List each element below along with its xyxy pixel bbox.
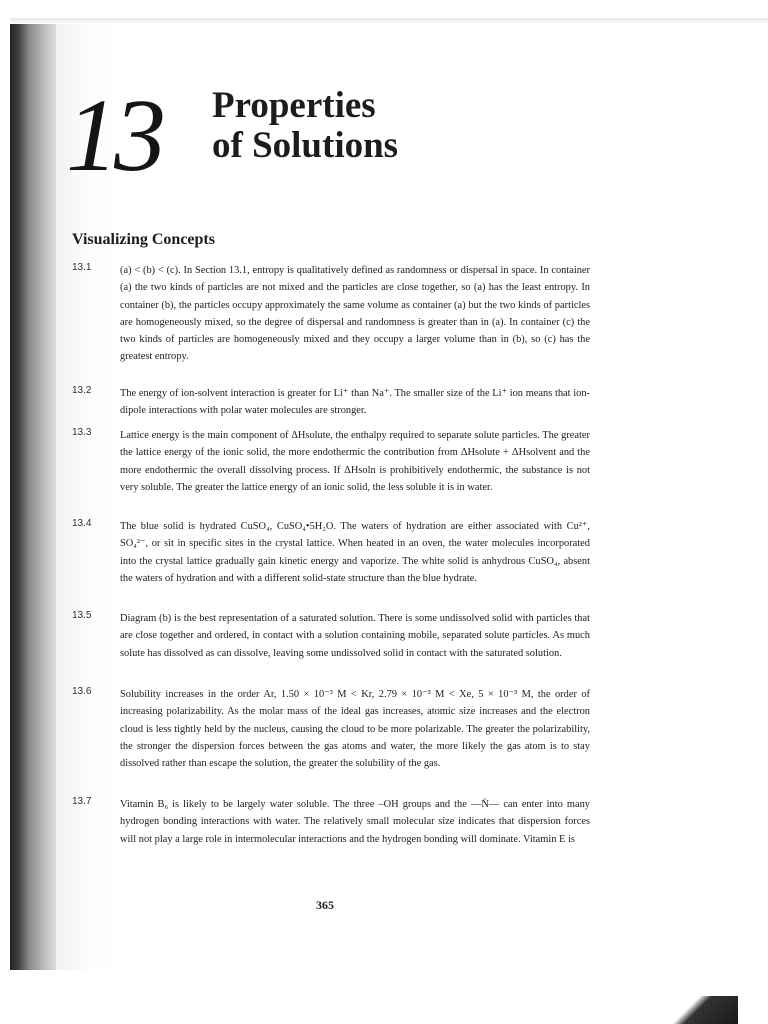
problem-number: 13.7 [72, 796, 92, 807]
problem-13-5 [72, 610, 592, 662]
problem-text: The blue solid is hydrated CuSO₄, CuSO₄•5H₂O. The waters of hydration are either associated with Cu²⁺, SO₄²⁻, or sit in specific sites in the crystal lattice. When heated in an oven, the water molecules incorporated into the crystal lattice gradually gain kinetic energy and vaporize. The white solid is anhydrous CuSO₄, absent the waters of hydration and with a different solid-state structure than the blue hydrate. [120, 521, 590, 584]
section-heading: Visualizing Concepts [72, 231, 215, 248]
problem-number: 13.5 [72, 610, 92, 621]
problem-number: 13.6 [72, 686, 92, 697]
page-number: 365 [316, 898, 334, 912]
chapter-title [212, 86, 398, 166]
problem-number: 13.4 [72, 518, 92, 529]
problem-number: 13.3 [72, 427, 92, 438]
problem-13-2 [72, 385, 592, 420]
chapter-title-line2: of Solutions [212, 125, 399, 166]
problem-text: (a) < (b) < (c). In Section 13.1, entropy is qualitatively defined as randomness or dispersal in space. In container (a) the two kinds of particles are not mixed and the particles are close together, so (a) has the least entropy. In container (b), the particles occupy approximately the same volume as container (a) but the two kinds of particles are homogeneously mixed, so the degree of dispersal and randomness is greater than in (a). In container (c) the two kinds of particles are homogeneously mixed and they occupy a larger volume than in (b), so (c) has the greatest entropy. [120, 265, 590, 363]
problem-13-1 [72, 262, 592, 366]
problem-text: Lattice energy is the main component of ΔHsolute, the enthalpy required to separate solute particles. The greater the lattice energy of the ionic solid, the more endothermic the contribution from ΔHsolute + ΔHsolvent and the more endothermic the overall dissolving process. If ΔHsoln is prohibitively endothermic, the substance is not very soluble. The greater the lattice energy of an ionic solid, the less soluble it is in water. [120, 430, 590, 493]
chapter-title-line1: Properties [212, 85, 376, 126]
problem-13-4 [72, 518, 592, 587]
chapter-number: 13 [66, 78, 162, 193]
problem-text: Vitamin B₆ is likely to be largely water soluble. The three –OH groups and the —N̈— can enter into many hydrogen bonding interactions with water. The relatively small molecular size indicates that dispersion forces will not play a large role in intermolecular interactions and the hydrogen bonding will dominate. Vitamin E is [120, 799, 590, 845]
problem-text: Diagram (b) is the best representation of a saturated solution. There is some undissolved solid with particles that are close together and ordered, in contact with a solution containing mobile, separated solute particles. As much solute has dissolved as can dissolve, leaving some undissolved solid in contact with the saturated solution. [120, 613, 590, 659]
problem-13-6 [72, 686, 592, 772]
problem-13-3 [72, 427, 592, 496]
page-top-shade [10, 18, 768, 24]
problem-13-7 [72, 796, 592, 848]
problem-text: The energy of ion-solvent interaction is greater for Li⁺ than Na⁺. The smaller size of the Li⁺ ion means that ion-dipole interactions with polar water molecules are stronger. [120, 388, 590, 417]
page-corner-fold [646, 996, 738, 1024]
problem-number: 13.2 [72, 385, 92, 396]
problem-text: Solubility increases in the order Ar, 1.50 × 10⁻³ M < Kr, 2.79 × 10⁻³ M < Xe, 5 × 10⁻³ M, the order of increasing polarizability. As the molar mass of the ideal gas increases, atomic size increases and the electron cloud is less tightly held by the nucleus, causing the cloud to be more polarizable. The greater the polarizability, the stronger the dispersion forces between the gas atoms and water, the more likely the gas atom is to stay dissolved rather than escape the solution, the greater the solubility of the gas. [120, 689, 590, 770]
problem-number: 13.1 [72, 262, 92, 273]
